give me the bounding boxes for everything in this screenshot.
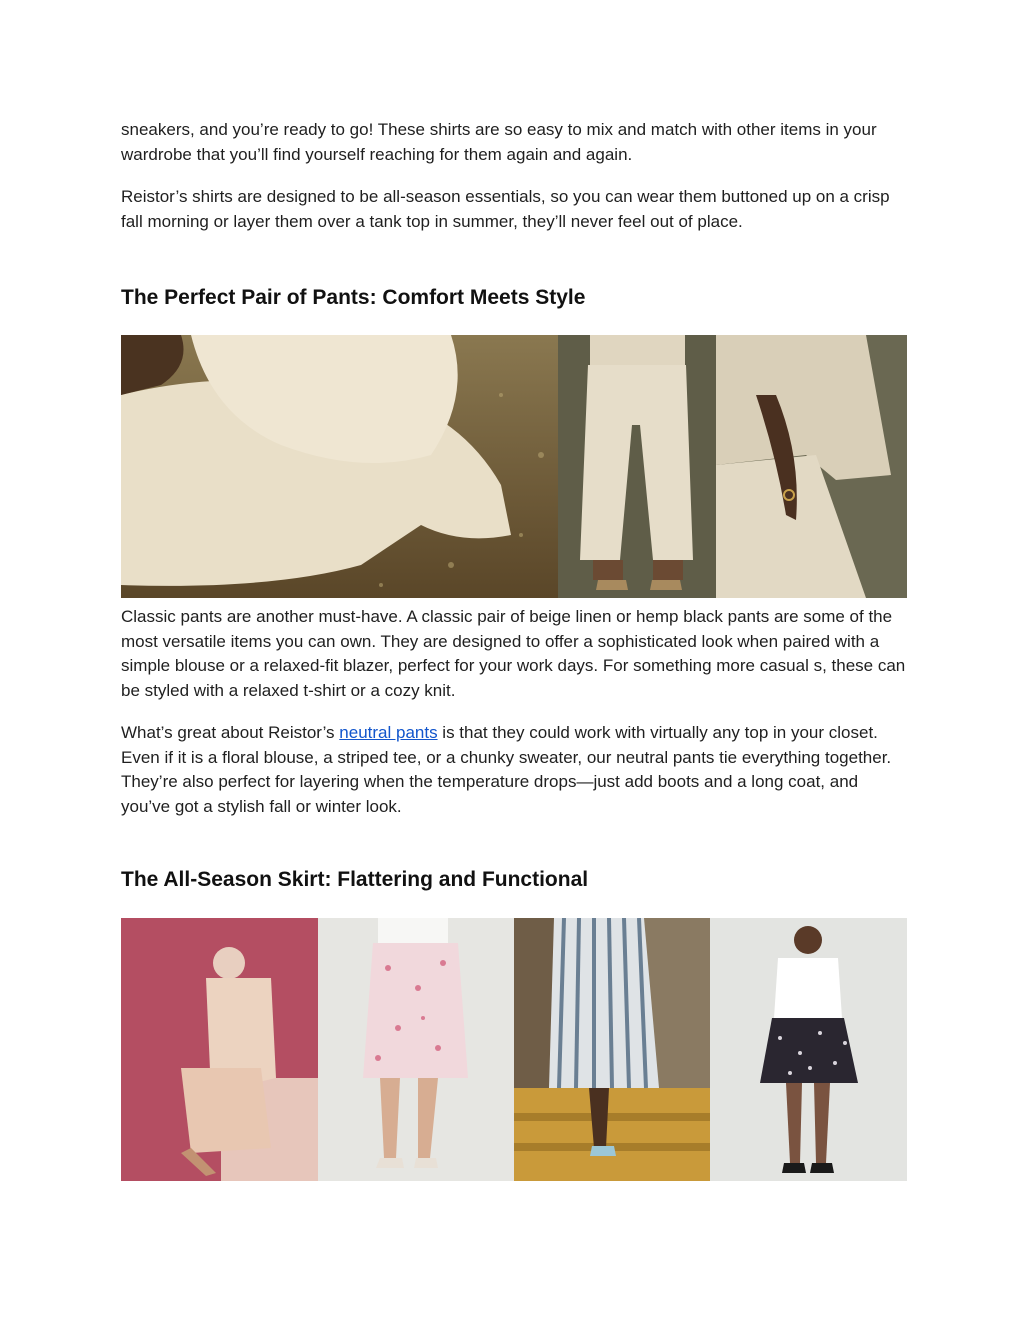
pants-photo-standing — [558, 335, 716, 598]
skirt-photo-floral — [318, 918, 514, 1181]
heading-pants: The Perfect Pair of Pants: Comfort Meets Style — [121, 286, 586, 309]
skirt-photo-striped — [514, 918, 710, 1181]
paragraph-all-season-shirts: Reistor’s shirts are designed to be all-season essentials, so you can wear them buttoned up on a crisp fall morning or layer them over a tank top in summer, they’ll never feel out of place. — [121, 187, 890, 231]
paragraph-classic-pants: Classic pants are another must-have. A classic pair of beige linen or hemp black pants are some of the most versatile items you can own. They are designed to offer a sophisticated look when paired with a simple blouse or a relaxed-fit blazer, perfect for your work days. For something more casual s, these can be styled with a relaxed t-shirt or a cozy knit. — [121, 607, 906, 700]
article-body-pants — [121, 605, 907, 837]
paragraph-sneakers: sneakers, and you’re ready to go! These shirts are so easy to mix and match with other items in your wardrobe that you’ll find yourself reaching for them again and again. — [121, 120, 877, 164]
paragraph-neutral-pants: What’s great about Reistor’s neutral pants is that they could work with virtually any top in your closet. Even if it is a floral blouse, a striped tee, or a chunky sweater, our neutral pants tie everything together. They’re also perfect for layering when the temperature drops—just add boots and a long coat, and you’ve got a stylish fall or winter look. — [121, 723, 892, 816]
skirt-photo-seated-pink — [121, 918, 318, 1181]
skirt-photo-black-floral — [710, 918, 907, 1181]
pants-image-collage — [121, 335, 907, 598]
pants-photo-detail — [716, 335, 907, 598]
article-body-top — [121, 118, 907, 252]
skirt-image-collage — [121, 918, 907, 1181]
heading-skirt: The All-Season Skirt: Flattering and Functional — [121, 868, 589, 891]
neutral-pants-link[interactable]: neutral pants — [339, 723, 438, 742]
pants-photo-seated — [121, 335, 558, 598]
